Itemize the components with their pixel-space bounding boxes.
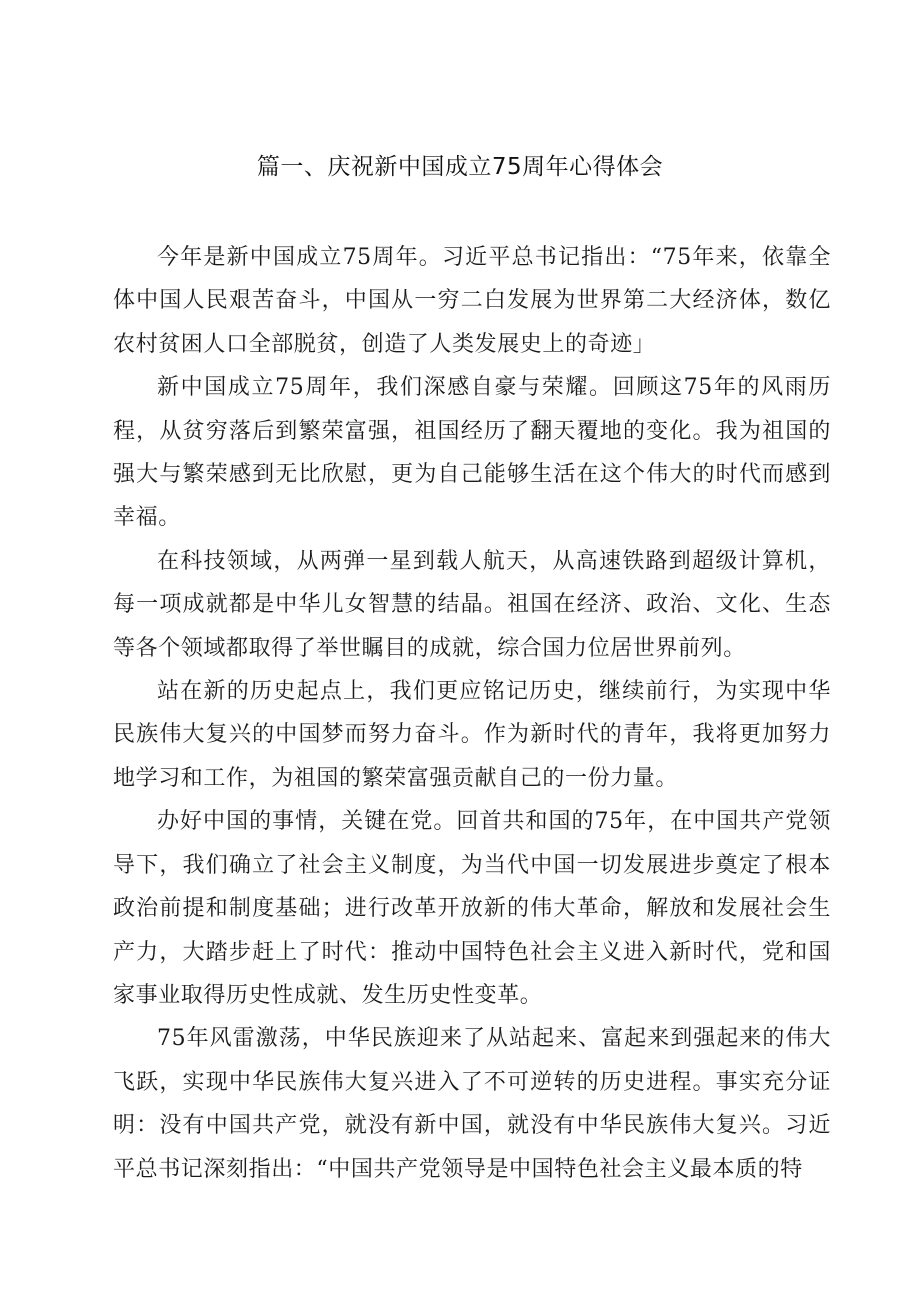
paragraph-2: 新中国成立75周年，我们深感自豪与荣耀。回顾这75年的风雨历程，从贫穷落后到繁荣富强，祖国经历了翻天覆地的变化。我为祖国的强大与繁荣感到无比欣慰，更为自己能够生活在这个伟大的时代而感到幸福。 [113,375,831,531]
paragraph-1: 今年是新中国成立75周年。习近平总书记指出：“75年来，依靠全体中国人民艰苦奋斗，中国从一穷二白发展为世界第二大经济体，数亿农村贫困人口全部脱贫，创造了人类发展史上的奇迹」 [113,245,831,357]
document-title: 篇一、庆祝新中国成立75周年心得体会 [256,154,664,180]
paragraph-4: 站在新的历史起点上，我们更应铭记历史，继续前行，为实现中华民族伟大复兴的中国梦而努力奋斗。作为新时代的青年，我将更加努力地学习和工作，为祖国的繁荣富强贡献自己的一份力量。 [113,679,831,791]
paragraph-3: 在科技领域，从两弹一星到载人航天，从高速铁路到超级计算机，每一项成就都是中华儿女智慧的结晶。祖国在经济、政治、文化、生态等各个领域都取得了举世瞩目的成就，综合国力位居世界前列。 [113,548,831,661]
paragraph-6: 75年风雷激荡，中华民族迎来了从站起来、富起来到强起来的伟大飞跃，实现中华民族伟大复兴进入了不可逆转的历史进程。事实充分证明：没有中国共产党，就没有新中国，就没有中华民族伟大复兴。习近平总书记深刻指出：“中国共产党领导是中国特色社会主义最本质的特 [113,1026,831,1182]
document-body [113,236,831,1191]
paragraph-5: 办好中国的事情，关键在党。回首共和国的75年，在中国共产党领导下，我们确立了社会主义制度，为当代中国一切发展进步奠定了根本政治前提和制度基础；进行改革开放新的伟大革命，解放和发展社会生产力，大踏步赶上了时代：推动中国特色社会主义进入新时代，党和国家事业取得历史性成就、发生历史性变革。 [113,809,831,1008]
